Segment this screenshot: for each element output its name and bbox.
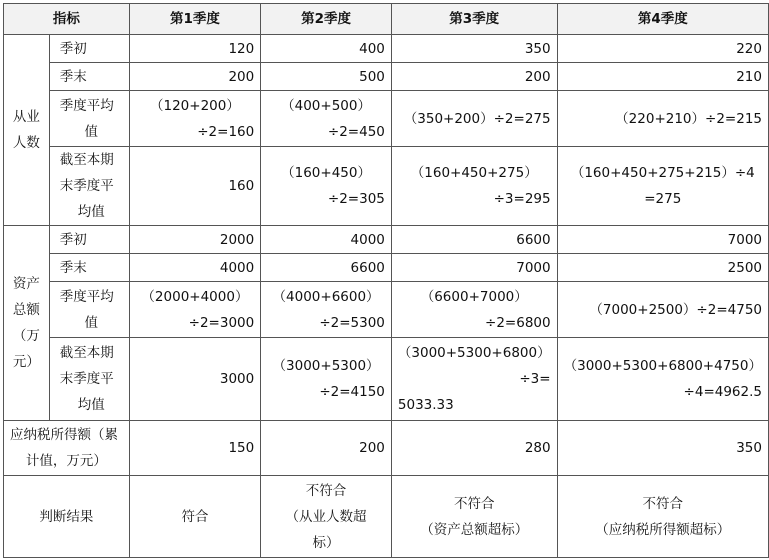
header-indicator: 指标 <box>4 4 130 35</box>
row-label-employees-start: 季初 <box>49 35 129 63</box>
quarterly-criteria-table <box>3 3 769 558</box>
employees-avg-q3: （350+200）÷2=275 <box>391 91 557 147</box>
row-label-assets-start: 季初 <box>49 226 129 254</box>
assets-end-q1: 4000 <box>129 254 261 282</box>
assets-end-q2: 6600 <box>261 254 392 282</box>
employees-cum-q2: （160+450） ÷2=305 <box>261 147 392 226</box>
row-label-assets-avg: 季度平均 值 <box>49 282 129 338</box>
employees-start-q4: 220 <box>557 35 768 63</box>
assets-avg-row <box>4 282 769 338</box>
employees-avg-q4: （220+210）÷2=215 <box>557 91 768 147</box>
row-label-tax: 应纳税所得额（累 计值，万元） <box>4 421 130 476</box>
tax-q2: 200 <box>261 421 392 476</box>
row-label-assets-cum: 截至本期 末季度平 均值 <box>49 338 129 421</box>
assets-start-row <box>4 226 769 254</box>
group-assets-label: 资产 总额 （万 元） <box>4 226 50 421</box>
result-q2: 不符合 （从业人数超 标） <box>261 476 392 558</box>
assets-end-q4: 2500 <box>557 254 768 282</box>
employees-start-q1: 120 <box>129 35 261 63</box>
assets-start-q1: 2000 <box>129 226 261 254</box>
header-q2: 第2季度 <box>261 4 392 35</box>
employees-cum-q3: （160+450+275） ÷3=295 <box>391 147 557 226</box>
assets-start-q2: 4000 <box>261 226 392 254</box>
row-label-result: 判断结果 <box>4 476 130 558</box>
employees-avg-q2: （400+500） ÷2=450 <box>261 91 392 147</box>
employees-avg-row <box>4 91 769 147</box>
assets-cum-q1: 3000 <box>129 338 261 421</box>
result-q3: 不符合 （资产总额超标） <box>391 476 557 558</box>
employees-cum-q4: （160+450+275+215）÷4 =275 <box>557 147 768 226</box>
row-label-employees-avg: 季度平均 值 <box>49 91 129 147</box>
employees-end-q2: 500 <box>261 63 392 91</box>
assets-avg-q2: （4000+6600） ÷2=5300 <box>261 282 392 338</box>
employees-start-q2: 400 <box>261 35 392 63</box>
assets-avg-q3: （6600+7000） ÷2=6800 <box>391 282 557 338</box>
row-label-assets-end: 季末 <box>49 254 129 282</box>
result-q4: 不符合 （应纳税所得额超标） <box>557 476 768 558</box>
assets-avg-q4: （7000+2500）÷2=4750 <box>557 282 768 338</box>
employees-end-q1: 200 <box>129 63 261 91</box>
employees-start-row <box>4 35 769 63</box>
employees-end-q3: 200 <box>391 63 557 91</box>
tax-row <box>4 421 769 476</box>
assets-start-q3: 6600 <box>391 226 557 254</box>
assets-end-q3: 7000 <box>391 254 557 282</box>
assets-avg-q1: （2000+4000） ÷2=3000 <box>129 282 261 338</box>
assets-cum-row <box>4 338 769 421</box>
tax-q1: 150 <box>129 421 261 476</box>
header-q1: 第1季度 <box>129 4 261 35</box>
result-row <box>4 476 769 558</box>
header-q4: 第4季度 <box>557 4 768 35</box>
result-q1: 符合 <box>129 476 261 558</box>
employees-start-q3: 350 <box>391 35 557 63</box>
header-q3: 第3季度 <box>391 4 557 35</box>
employees-end-q4: 210 <box>557 63 768 91</box>
assets-start-q4: 7000 <box>557 226 768 254</box>
row-label-employees-cum: 截至本期 末季度平 均值 <box>49 147 129 226</box>
group-employees-label: 从业 人数 <box>4 35 50 226</box>
row-label-employees-end: 季末 <box>49 63 129 91</box>
assets-cum-q3: （3000+5300+6800） ÷3= 5033.33 <box>391 338 557 421</box>
assets-cum-q2: （3000+5300） ÷2=4150 <box>261 338 392 421</box>
tax-q4: 350 <box>557 421 768 476</box>
employees-cum-row <box>4 147 769 226</box>
tax-q3: 280 <box>391 421 557 476</box>
employees-avg-q1: （120+200） ÷2=160 <box>129 91 261 147</box>
header-row <box>4 4 769 35</box>
assets-end-row <box>4 254 769 282</box>
employees-end-row <box>4 63 769 91</box>
assets-cum-q4: （3000+5300+6800+4750） ÷4=4962.5 <box>557 338 768 421</box>
employees-cum-q1: 160 <box>129 147 261 226</box>
